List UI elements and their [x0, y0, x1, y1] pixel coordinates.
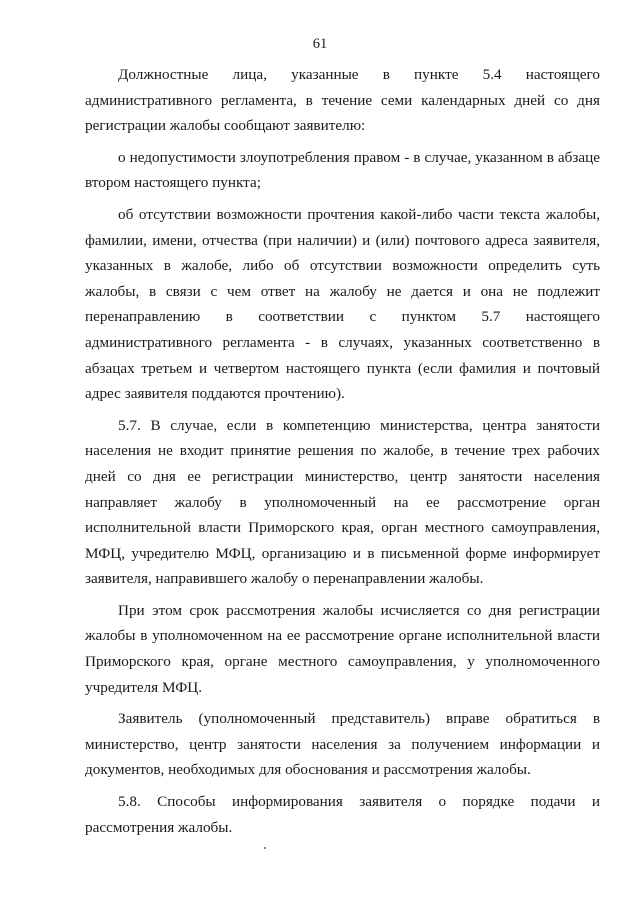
paragraph-officials-notify: Должностные лица, указанные в пункте 5.4 настоящего административного регламента, в течение семи календарных дней со дня регистрации жалобы сообщают заявителю: [85, 66, 600, 135]
paragraph-review-term: При этом срок рассмотрения жалобы исчисляется со дня регистрации жалобы в уполномоченном на ее рассмотрение органе исполнительной власти Приморского края, органе местного самоуправления, у уполномоченного учредителя МФЦ. [85, 601, 600, 696]
paragraph-applicant-right: Заявитель (уполномоченный представитель) вправе обратиться в министерство, центр занятости населения за получением информации и документов, необходимых для обоснования и рассмотрения жалобы. [85, 710, 600, 779]
paragraph-section-5-8: 5.8. Способы информирования заявителя о порядке подачи и рассмотрения жалобы. [85, 793, 600, 836]
document-body [85, 62, 600, 846]
paragraph-section-5-7: 5.7. В случае, если в компетенцию министерства, центра занятости населения не входит принятие решения по жалобе, в течение трех рабочих дней со дня ее регистрации министерство, центр занятости населения направляет жалобу в уполномоченный на ее рассмотрение орган исполнительной власти Приморского края, орган местного самоуправления, МФЦ, учредителю МФЦ, организацию и в письменной форме информирует заявителя, направившего жалобу о перенаправлении жалобы. [85, 416, 600, 588]
paragraph-abuse-of-right: о недопустимости злоупотребления правом - в случае, указанном в абзаце втором настоящего пункта; [85, 148, 600, 192]
paragraph-unreadable-complaint: об отсутствии возможности прочтения какой-либо части текста жалобы, фамилии, имени, отчества (при наличии) и (или) почтового адреса заявителя, указанных в жалобе, либо об отсутствии возможности определить суть жалобы, в связи с чем ответ на жалобу не дается и она не подлежит перенаправлению в соответствии с пунктом 5.7 настоящего административного регламента - в случаях, указанных соответственно в абзацах третьем и четвертом настоящего пункта (если фамилия и почтовый адрес заявителя поддаются прочтению). [85, 205, 600, 403]
scan-speck [264, 847, 266, 849]
page-number: 61 [312, 36, 328, 52]
